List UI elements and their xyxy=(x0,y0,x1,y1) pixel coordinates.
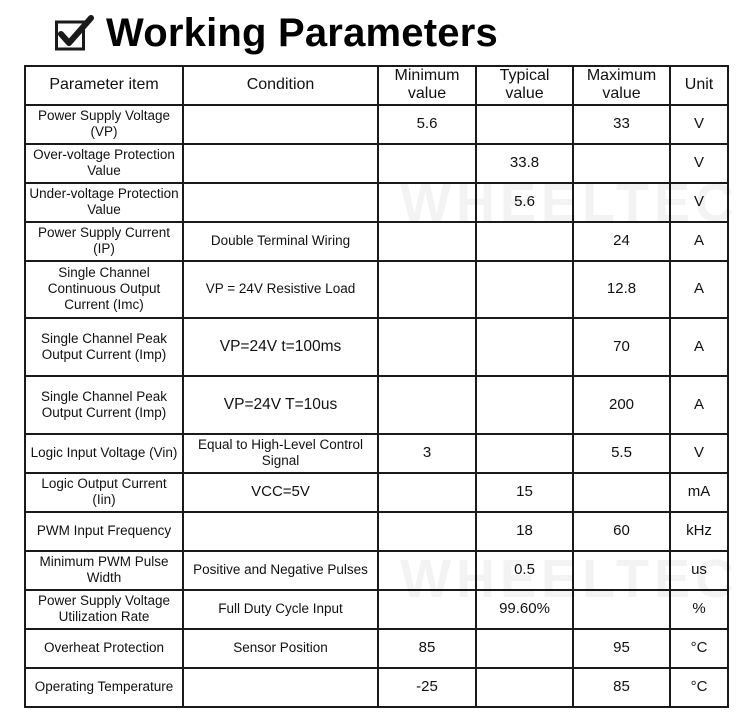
minimum-value-cell xyxy=(378,144,476,183)
table-row xyxy=(25,590,728,629)
condition-cell: Double Terminal Wiring xyxy=(183,222,378,261)
parameter-item-cell: Logic Input Voltage (Vin) xyxy=(25,434,183,473)
typical-value-cell: 5.6 xyxy=(476,183,573,222)
maximum-value-cell xyxy=(573,473,670,512)
parameter-item-cell: PWM Input Frequency xyxy=(25,512,183,551)
table-row xyxy=(25,183,728,222)
condition-cell xyxy=(183,105,378,144)
typical-value-cell xyxy=(476,318,573,376)
table-row xyxy=(25,376,728,434)
parameters-table xyxy=(24,65,729,708)
minimum-value-cell xyxy=(378,318,476,376)
maximum-value-cell: 12.8 xyxy=(573,261,670,318)
unit-cell: us xyxy=(670,551,728,590)
minimum-value-cell xyxy=(378,222,476,261)
unit-cell: A xyxy=(670,261,728,318)
condition-cell: Sensor Position xyxy=(183,629,378,668)
minimum-value-cell: 85 xyxy=(378,629,476,668)
minimum-value-cell xyxy=(378,261,476,318)
condition-cell xyxy=(183,512,378,551)
parameter-item-cell: Single Channel Peak Output Current (Imp) xyxy=(25,376,183,434)
condition-cell: VCC=5V xyxy=(183,473,378,512)
minimum-value-cell: 5.6 xyxy=(378,105,476,144)
table-row xyxy=(25,473,728,512)
maximum-value-cell: 5.5 xyxy=(573,434,670,473)
header-typical-value: Typical value xyxy=(476,66,573,105)
unit-cell: V xyxy=(670,105,728,144)
typical-value-cell xyxy=(476,376,573,434)
condition-cell: Full Duty Cycle Input xyxy=(183,590,378,629)
maximum-value-cell: 95 xyxy=(573,629,670,668)
header-minimum-value: Minimum value xyxy=(378,66,476,105)
condition-cell xyxy=(183,668,378,707)
typical-value-cell xyxy=(476,222,573,261)
minimum-value-cell xyxy=(378,590,476,629)
header xyxy=(54,8,498,58)
parameter-item-cell: Operating Temperature xyxy=(25,668,183,707)
header-maximum-value: Maximum value xyxy=(573,66,670,105)
header-unit: Unit xyxy=(670,66,728,105)
maximum-value-cell: 33 xyxy=(573,105,670,144)
parameter-item-cell: Minimum PWM Pulse Width xyxy=(25,551,183,590)
condition-cell: VP=24V T=10us xyxy=(183,376,378,434)
condition-cell: Positive and Negative Pulses xyxy=(183,551,378,590)
maximum-value-cell xyxy=(573,183,670,222)
typical-value-cell xyxy=(476,629,573,668)
maximum-value-cell: 60 xyxy=(573,512,670,551)
condition-cell: VP=24V t=100ms xyxy=(183,318,378,376)
minimum-value-cell: -25 xyxy=(378,668,476,707)
minimum-value-cell: 3 xyxy=(378,434,476,473)
unit-cell: °C xyxy=(670,629,728,668)
typical-value-cell: 99.60% xyxy=(476,590,573,629)
table-row xyxy=(25,668,728,707)
typical-value-cell: 18 xyxy=(476,512,573,551)
unit-cell: kHz xyxy=(670,512,728,551)
condition-cell: VP = 24V Resistive Load xyxy=(183,261,378,318)
minimum-value-cell xyxy=(378,473,476,512)
table-row xyxy=(25,222,728,261)
table-row xyxy=(25,318,728,376)
minimum-value-cell xyxy=(378,183,476,222)
parameter-item-cell: Single Channel Peak Output Current (Imp) xyxy=(25,318,183,376)
table-row xyxy=(25,434,728,473)
table-row xyxy=(25,105,728,144)
condition-cell xyxy=(183,183,378,222)
parameter-item-cell: Power Supply Voltage (VP) xyxy=(25,105,183,144)
condition-cell: Equal to High-Level Control Signal xyxy=(183,434,378,473)
table-row xyxy=(25,512,728,551)
checkbox-checked-icon xyxy=(54,13,94,53)
header-condition: Condition xyxy=(183,66,378,105)
parameter-item-cell: Power Supply Current (IP) xyxy=(25,222,183,261)
unit-cell: mA xyxy=(670,473,728,512)
unit-cell: A xyxy=(670,376,728,434)
table-row xyxy=(25,551,728,590)
parameter-item-cell: Overheat Protection xyxy=(25,629,183,668)
unit-cell: A xyxy=(670,222,728,261)
typical-value-cell xyxy=(476,261,573,318)
minimum-value-cell xyxy=(378,376,476,434)
unit-cell: A xyxy=(670,318,728,376)
parameter-item-cell: Power Supply Voltage Utilization Rate xyxy=(25,590,183,629)
minimum-value-cell xyxy=(378,512,476,551)
unit-cell: °C xyxy=(670,668,728,707)
minimum-value-cell xyxy=(378,551,476,590)
condition-cell xyxy=(183,144,378,183)
table-header-row xyxy=(25,66,728,105)
typical-value-cell: 33.8 xyxy=(476,144,573,183)
typical-value-cell xyxy=(476,105,573,144)
maximum-value-cell: 200 xyxy=(573,376,670,434)
maximum-value-cell: 24 xyxy=(573,222,670,261)
parameter-item-cell: Single Channel Continuous Output Current (Imc) xyxy=(25,261,183,318)
typical-value-cell xyxy=(476,434,573,473)
unit-cell: V xyxy=(670,434,728,473)
parameter-item-cell: Over-voltage Protection Value xyxy=(25,144,183,183)
maximum-value-cell xyxy=(573,551,670,590)
table-row xyxy=(25,261,728,318)
page-title: Working Parameters xyxy=(106,10,498,55)
parameter-item-cell: Under-voltage Protection Value xyxy=(25,183,183,222)
maximum-value-cell: 85 xyxy=(573,668,670,707)
maximum-value-cell xyxy=(573,144,670,183)
header-parameter-item: Parameter item xyxy=(25,66,183,105)
parameter-item-cell: Logic Output Current (Iin) xyxy=(25,473,183,512)
unit-cell: V xyxy=(670,183,728,222)
typical-value-cell: 0.5 xyxy=(476,551,573,590)
maximum-value-cell xyxy=(573,590,670,629)
unit-cell: V xyxy=(670,144,728,183)
typical-value-cell: 15 xyxy=(476,473,573,512)
maximum-value-cell: 70 xyxy=(573,318,670,376)
table-row xyxy=(25,629,728,668)
table-row xyxy=(25,144,728,183)
typical-value-cell xyxy=(476,668,573,707)
unit-cell: % xyxy=(670,590,728,629)
